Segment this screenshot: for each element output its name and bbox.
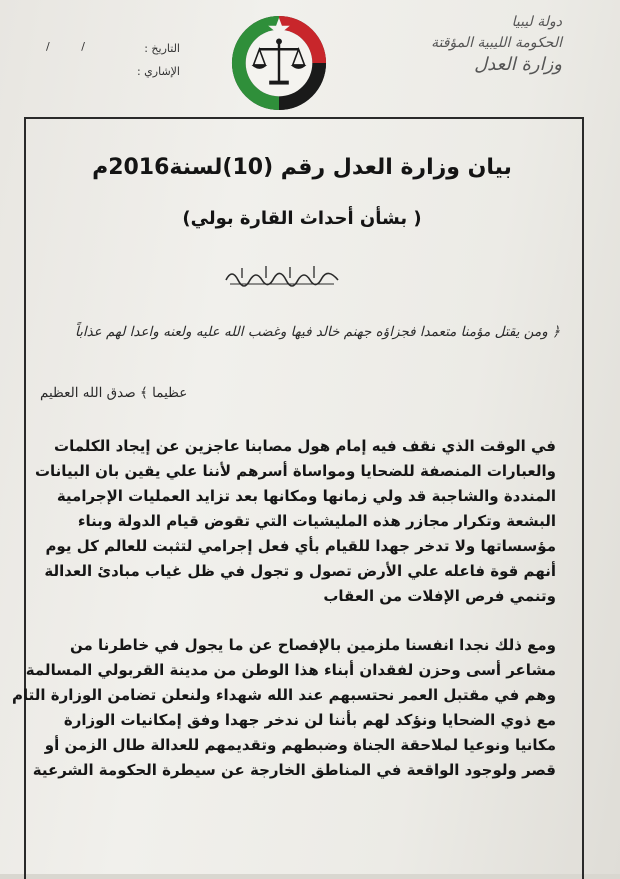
statement-title: بيان وزارة العدل رقم (10)لسنة2016م [92, 155, 512, 180]
paragraph-line: والعبارات المنصفة للضحايا ومواساة أسرهم لأننا علي يقين بان البيانات [34, 462, 556, 480]
basmala-calligraphy [222, 262, 342, 288]
letterhead-fields [120, 42, 180, 88]
statement-subtitle: ( بشأن أحداث القارة بولي) [182, 208, 422, 229]
date-slashes: / / [46, 40, 99, 53]
reference-label: الإشاري : [136, 65, 180, 78]
date-label: التاريخ : [144, 42, 180, 55]
statement-paragraph-2 [11, 633, 556, 783]
paragraph-line: وتنمي فرص الإفلات من العقاب [323, 587, 556, 605]
quran-verse: ﴿ ومن يقتل مؤمنا متعمدا فجزاؤه جهنم خالد فيها وغضب الله عليه ولعنه واعدا لهم عذاباً [74, 324, 560, 340]
letterhead-line-state: دولة ليبيا [511, 14, 562, 30]
paragraph-line: مؤسساتها ولا تدخر جهدا للقيام بأي فعل إجرامي لتثبت للعالم كل يوم [45, 537, 556, 555]
paragraph-line: أنهم قوة فاعله علي الأرض تصول و تجول في ظل غياب مبادئ العدالة [44, 562, 556, 580]
paragraph-line: وهم في مقتبل العمر نحتسبهم عند الله شهداء ولنعلن تضامن الوزارة التام [11, 686, 556, 704]
letterhead-ministry [412, 12, 562, 75]
paragraph-line: البشعة وتكرار مجازر هذه المليشيات التي تقوض قيام الدولة وبناء [77, 512, 556, 530]
letterhead-line-government: الحكومة الليبية المؤقتة [431, 35, 562, 51]
paragraph-line: ومع ذلك نجدا انفسنا ملزمين بالإفصاح عن ما يجول في خاطرنا من [69, 636, 556, 654]
ministry-logo-emblem [230, 14, 328, 112]
statement-paragraph-1 [34, 434, 556, 609]
quran-verse-ending: عظيما ﴾ صدق الله العظيم [40, 385, 188, 401]
paragraph-line: مكانيا ونوعيا لملاحقة الجناة وضبطهم وتقديمهم للعدالة طال الزمن أو [44, 736, 556, 754]
paragraph-line: مشاعر أسى وحزن لفقدان أبناء هذا الوطن من مدينة القربولي المسالمة [25, 661, 556, 679]
paragraph-line: المنددة والشاجبة قد ولي زمانها ومكانها بعد تزايد العمليات الإجرامية [56, 487, 556, 505]
paragraph-line: في الوقت الذي نقف فيه إمام هول مصابنا عاجزين عن إيجاد الكلمات [54, 437, 556, 455]
paragraph-line: مع ذوي الضحايا ونؤكد لهم بأننا لن ندخر جهدا وفق إمكانيات الوزارة [63, 711, 556, 729]
paragraph-line: قصر ولوجود الواقعة في المناطق الخارجة عن سيطرة الحكومة الشرعية [32, 761, 556, 779]
letterhead-line-ministry: وزارة العدل [474, 54, 562, 75]
